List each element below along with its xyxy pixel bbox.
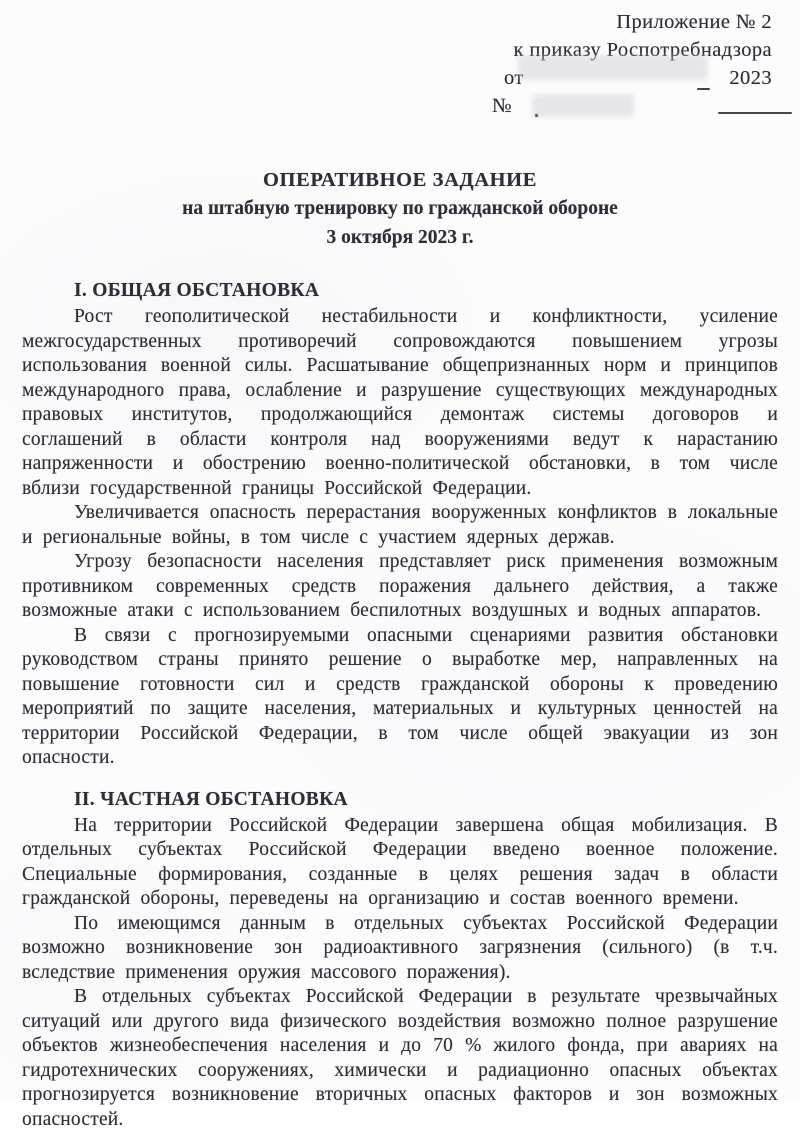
document-title-block [22, 166, 778, 252]
number-blank-underline [718, 112, 792, 114]
document-subtitle: на штабную тренировку по гражданской обороне [22, 194, 778, 223]
document-title: ОПЕРАТИВНОЕ ЗАДАНИЕ [22, 166, 778, 194]
section-heading: I. ОБЩАЯ ОБСТАНОВКА [22, 278, 778, 303]
appendix-number-line: Приложение № 2 [476, 8, 772, 36]
redaction-blur-date [518, 55, 708, 80]
paragraph: В связи с прогнозируемыми опасными сценариями развития обстановки руководством страны принято решение о выработке мер, направленных на повышение готовности сил и средств гражданской обороны к проведению мероприятий по защите населения, материальных и культурных ценностей на территории Российской Федерации, в том числе общей эвакуации из зон опасности. [22, 624, 778, 771]
order-reference-line: к приказу Роспотребнадзора [476, 36, 772, 64]
paragraph: Угрозу безопасности населения представляет риск применения возможным противником современных средств поражения дальнего действия, а также возможные атаки с использованием беспилотных воздушных и водных аппаратов. [22, 550, 778, 624]
ink-speck [535, 114, 538, 117]
date-year-label: 2023 [729, 64, 772, 92]
section-general-situation [22, 278, 778, 771]
paragraph: Рост геополитической нестабильности и конфликтности, усиление межгосударственных противоречий сопровождаются повышением угрозы использования военной силы. Расшатывание общепризнанных норм и принципов международного права, ослабление и разрушение существующих международных правовых институтов, продолжающийся демонтаж системы договоров и соглашений в области контроля над вооружениями ведут к нарастанию напряженности и обострению военно-политической обстановки, в том числе вблизи государственной границы Российской Федерации. [22, 305, 778, 501]
blank-underscore-before-year [697, 88, 710, 90]
document-date: 3 октября 2023 г. [22, 223, 778, 252]
paragraph: По имеющимся данным в отдельных субъектах Российской Федерации возможно возникновение зон радиоактивного загрязнения (сильного) (в т.ч. вследствие применения оружия массового поражения). [22, 912, 778, 986]
section-particular-situation [22, 787, 778, 1132]
paragraph: Увеличивается опасность перерастания вооруженных конфликтов в локальные и региональные войны, в том числе с участием ядерных держав. [22, 501, 778, 550]
redaction-blur-number [532, 95, 634, 117]
document-body [22, 278, 778, 1132]
number-prefix-label: № [476, 92, 512, 120]
date-prefix-label: от [476, 64, 524, 92]
paragraph: На территории Российской Федерации завершена общая мобилизация. В отдельных субъектах Российской Федерации введено военное положение. Специальные формирования, созданные в целях решения задач в области гражданской обороны, переведены на организацию и состав военного времени. [22, 814, 778, 912]
section-heading: II. ЧАСТНАЯ ОБСТАНОВКА [22, 787, 778, 812]
paragraph: В отдельных субъектах Российской Федерации в результате чрезвычайных ситуаций или другого вида физического воздействия возможно полное разрушение объектов жизнеобеспечения населения и до 70 % жилого фонда, при авариях на гидротехнических сооружениях, химически и радиационно опасных объектах прогнозируется возникновение вторичных опасных факторов и зон возможных опасностей. [22, 985, 778, 1132]
